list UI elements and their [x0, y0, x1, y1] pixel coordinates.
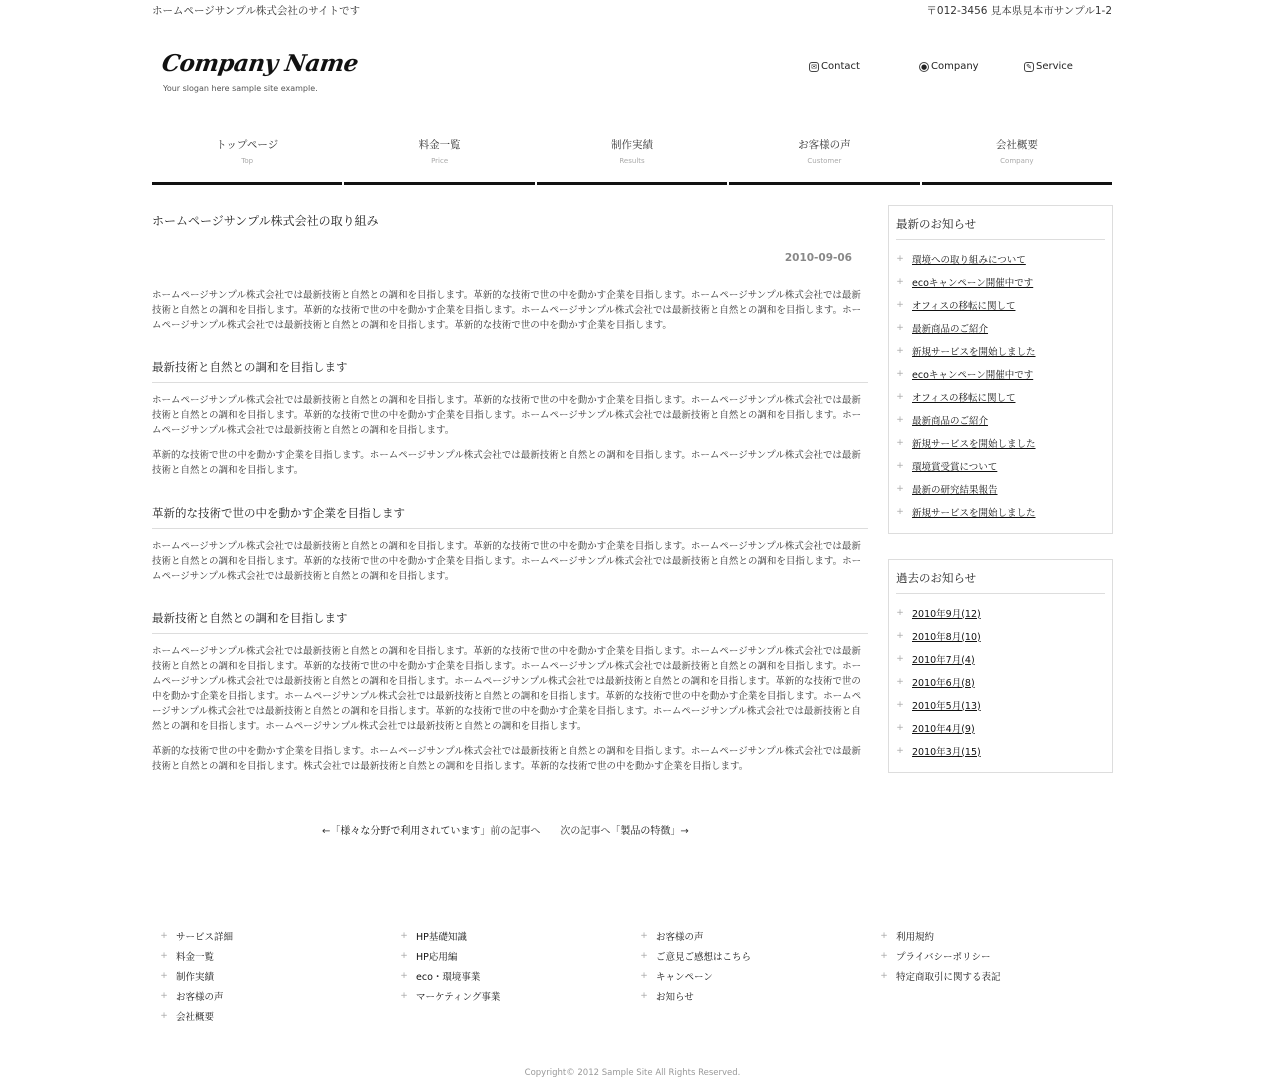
copyright: Copyright© 2012 Sample Site All Rights Reserved.	[524, 1068, 741, 1078]
list-item	[896, 454, 1105, 477]
plus-icon: +	[896, 414, 904, 425]
list-item	[160, 966, 390, 986]
news-link[interactable]: 新規サービスを開始しました	[912, 346, 1036, 358]
list-item	[896, 739, 1105, 762]
list-item	[880, 966, 1110, 986]
next-suffix: 」→	[670, 826, 689, 837]
plus-icon: +	[160, 991, 168, 1001]
list-item	[896, 670, 1105, 693]
list-item	[640, 986, 870, 1006]
news-link[interactable]: ecoキャンペーン開催中です	[912, 277, 1034, 289]
list-item	[896, 316, 1105, 339]
list-item	[896, 293, 1105, 316]
section-heading: 最新技術と自然との調和を目指します	[152, 359, 868, 383]
plus-icon: +	[160, 951, 168, 961]
plus-icon: +	[640, 931, 648, 941]
list-item	[896, 408, 1105, 431]
list-item	[896, 477, 1105, 500]
nav-customer-label: お客様の声	[798, 139, 851, 151]
plus-icon: +	[880, 971, 888, 981]
article	[152, 212, 868, 774]
prev-prefix: ←「	[322, 826, 341, 837]
next-article	[560, 822, 688, 837]
contact-link-label: Contact	[821, 61, 860, 72]
footer-link[interactable]: マーケティング事業	[416, 992, 501, 1003]
plus-icon: +	[896, 483, 904, 494]
section-paragraph: ホームページサンプル株式会社では最新技術と自然との調和を目指します。革新的な技術で世の中を動かす企業を目指します。ホームページサンプル株式会社では最新技術と自然との調和を目指します。革新的な技術で世の中を動かす企業を目指します。ホームページサンプル株式会社では最新技術と自然との調和を目指します。ホームページサンプル株式会社では最新技術と自然との調和を目指します。	[152, 395, 862, 436]
plus-icon: +	[400, 971, 408, 981]
archive-link[interactable]: 2010年5月(13)	[912, 700, 981, 712]
list-item	[160, 986, 390, 1006]
list-item	[400, 986, 630, 1006]
nav-company-label: 会社概要	[995, 139, 1038, 151]
list-item	[896, 716, 1105, 739]
prev-article-link[interactable]: 様々な分野で利用されています	[340, 826, 481, 837]
section-heading: 最新技術と自然との調和を目指します	[152, 610, 868, 634]
note-icon: ✎	[1024, 62, 1034, 72]
article-pager	[322, 822, 689, 837]
list-item	[896, 647, 1105, 670]
list-item	[896, 247, 1105, 270]
company-logo[interactable]: Company Name	[160, 50, 360, 77]
list-item	[896, 385, 1105, 408]
archive-link[interactable]: 2010年9月(12)	[912, 608, 981, 620]
news-link[interactable]: オフィスの移転に関して	[912, 300, 1016, 312]
news-link[interactable]: 最新商品のご紹介	[912, 323, 989, 335]
list-item	[896, 339, 1105, 362]
plus-icon: +	[896, 699, 904, 710]
news-link[interactable]: 新規サービスを開始しました	[912, 507, 1036, 519]
latest-news-title: 最新のお知らせ	[896, 214, 1105, 240]
plus-icon: +	[896, 345, 904, 356]
footer-column-2	[400, 926, 630, 1006]
address: 〒012-3456 見本県見本市サンプル1-2	[926, 5, 1112, 17]
news-link[interactable]: 最新の研究結果報告	[912, 484, 998, 496]
archive-title: 過去のお知らせ	[896, 568, 1105, 594]
archive-link[interactable]: 2010年7月(4)	[912, 654, 975, 666]
nav-customer[interactable]	[729, 134, 919, 185]
nav-price-label: 料金一覧	[418, 139, 461, 151]
plus-icon: +	[640, 951, 648, 961]
plus-icon: +	[896, 322, 904, 333]
footer-link[interactable]: 利用規約	[896, 932, 935, 943]
globe-icon: ●	[920, 62, 928, 71]
list-item	[896, 270, 1105, 293]
footer-link[interactable]: HP基礎知識	[416, 932, 467, 943]
nav-company[interactable]	[922, 134, 1112, 185]
mail-icon: ✉	[809, 62, 819, 72]
footer-link[interactable]: プライバシーポリシー	[896, 952, 991, 963]
list-item	[896, 431, 1105, 454]
article-title: ホームページサンプル株式会社の取り組み	[152, 214, 379, 228]
footer-link[interactable]: お客様の声	[176, 992, 224, 1003]
plus-icon: +	[896, 460, 904, 471]
nav-results-sublabel: Results	[619, 157, 645, 165]
plus-icon: +	[880, 931, 888, 941]
list-item	[896, 500, 1105, 523]
archive-list	[896, 601, 1105, 762]
footer-link[interactable]: お知らせ	[656, 992, 694, 1003]
footer-link[interactable]: 制作実績	[176, 972, 215, 983]
next-prefix: 次の記事へ「	[560, 826, 621, 837]
footer-link[interactable]: お客様の声	[656, 932, 704, 943]
plus-icon: +	[160, 971, 168, 981]
prev-suffix: 」前の記事へ	[480, 826, 541, 837]
list-item	[896, 624, 1105, 647]
list-item	[400, 926, 630, 946]
plus-icon: +	[896, 630, 904, 641]
plus-icon: +	[896, 506, 904, 517]
news-link[interactable]: ecoキャンペーン開催中です	[912, 369, 1034, 381]
latest-news-box	[888, 205, 1113, 534]
prev-article	[322, 822, 540, 837]
list-item	[160, 946, 390, 966]
plus-icon: +	[896, 368, 904, 379]
news-link[interactable]: 環境賞受賞について	[912, 461, 998, 473]
list-item	[160, 1006, 390, 1026]
plus-icon: +	[896, 607, 904, 618]
company-link[interactable]	[919, 61, 979, 72]
next-article-link[interactable]: 製品の特徴	[620, 826, 671, 837]
plus-icon: +	[400, 991, 408, 1001]
footer-column-1	[160, 926, 390, 1026]
nav-price[interactable]	[344, 134, 534, 185]
list-item	[160, 926, 390, 946]
list-item	[640, 926, 870, 946]
footer-link[interactable]: サービス詳細	[176, 932, 234, 943]
plus-icon: +	[896, 745, 904, 756]
plus-icon: +	[896, 676, 904, 687]
slogan: Your slogan here sample site example.	[163, 84, 318, 93]
plus-icon: +	[896, 722, 904, 733]
nav-results[interactable]	[537, 134, 727, 185]
footer-link[interactable]: 料金一覧	[176, 952, 215, 963]
latest-news-list	[896, 247, 1105, 523]
news-link[interactable]: オフィスの移転に関して	[912, 392, 1016, 404]
section-paragraph: ホームページサンプル株式会社では最新技術と自然との調和を目指します。革新的な技術で世の中を動かす企業を目指します。ホームページサンプル株式会社では最新技術と自然との調和を目指します。革新的な技術で世の中を動かす企業を目指します。ホームページサンプル株式会社では最新技術と自然との調和を目指します。ホームページサンプル株式会社では最新技術と自然との調和を目指します。ホームページサンプル株式会社では最新技術と自然との調和を目指します。革新的な技術で世の中を動かす企業を目指します。ホームページサンプル株式会社では最新技術と自然との調和を目指します。革新的な技術で世の中を動かす企業を目指します。ホームページサンプル株式会社では最新技術と自然との調和を目指します。革新的な技術で世の中を動かす企業を目指します。ホームページサンプル株式会社では最新技術と自然との調和を目指します。ホームページサンプル株式会社では最新技術と自然との調和を目指します。	[152, 646, 862, 732]
list-item	[880, 946, 1110, 966]
list-item	[400, 966, 630, 986]
plus-icon: +	[400, 951, 408, 961]
section-paragraph: 革新的な技術で世の中を動かす企業を目指します。ホームページサンプル株式会社では最新技術と自然との調和を目指します。ホームページサンプル株式会社では最新技術と自然との調和を目指します。	[152, 450, 861, 476]
nav-results-label: 制作実績	[611, 139, 654, 151]
plus-icon: +	[896, 299, 904, 310]
article-date: 2010-09-06	[784, 252, 852, 264]
section-heading: 革新的な技術で世の中を動かす企業を目指します	[152, 505, 868, 529]
news-link[interactable]: 環境への取り組みについて	[912, 254, 1026, 266]
plus-icon: +	[880, 951, 888, 961]
section-paragraph: 革新的な技術で世の中を動かす企業を目指します。ホームページサンプル株式会社では最新技術と自然との調和を目指します。ホームページサンプル株式会社では最新技術と自然との調和を目指します。株式会社では最新技術と自然との調和を目指します。革新的な技術で世の中を動かす企業を目指します。	[152, 746, 861, 772]
footer-column-3	[640, 926, 870, 1006]
archive-box	[888, 559, 1113, 773]
site-description: ホームページサンプル株式会社のサイトです	[152, 5, 361, 17]
list-item	[880, 926, 1110, 946]
archive-link[interactable]: 2010年6月(8)	[912, 677, 975, 689]
news-link[interactable]: 新規サービスを開始しました	[912, 438, 1036, 450]
list-item	[896, 693, 1105, 716]
nav-top-label: トップページ	[216, 139, 279, 151]
company-link-label: Company	[931, 61, 979, 72]
list-item	[400, 946, 630, 966]
footer-link[interactable]: キャンペーン	[656, 972, 713, 983]
plus-icon: +	[640, 991, 648, 1001]
list-item	[640, 946, 870, 966]
archive-link[interactable]: 2010年3月(15)	[912, 746, 981, 758]
article-intro: ホームページサンプル株式会社では最新技術と自然との調和を目指します。革新的な技術で世の中を動かす企業を目指します。ホームページサンプル株式会社では最新技術と自然との調和を目指します。革新的な技術で世の中を動かす企業を目指します。ホームページサンプル株式会社では最新技術と自然との調和を目指します。ホームページサンプル株式会社では最新技術と自然との調和を目指します。革新的な技術で世の中を動かす企業を目指します。	[152, 290, 862, 331]
list-item	[640, 966, 870, 986]
plus-icon: +	[896, 653, 904, 664]
news-link[interactable]: 最新商品のご紹介	[912, 415, 989, 427]
header-links	[809, 61, 1112, 75]
nav-customer-sublabel: Customer	[807, 157, 842, 165]
top-bar	[152, 3, 1112, 19]
section-paragraph: ホームページサンプル株式会社では最新技術と自然との調和を目指します。革新的な技術で世の中を動かす企業を目指します。ホームページサンプル株式会社では最新技術と自然との調和を目指します。革新的な技術で世の中を動かす企業を目指します。ホームページサンプル株式会社では最新技術と自然との調和を目指します。ホームページサンプル株式会社では最新技術と自然との調和を目指します。	[152, 541, 862, 582]
footer-link[interactable]: ご意見ご感想はこちら	[656, 952, 752, 963]
archive-link[interactable]: 2010年8月(10)	[912, 631, 981, 643]
footer-link[interactable]: 会社概要	[176, 1012, 215, 1023]
service-link[interactable]	[1024, 61, 1073, 72]
service-link-label: Service	[1036, 61, 1073, 72]
contact-link[interactable]	[809, 61, 860, 72]
footer-column-4	[880, 926, 1110, 986]
plus-icon: +	[160, 1011, 168, 1021]
nav-top-sublabel: Top	[241, 157, 254, 165]
nav-company-sublabel: Company	[1000, 157, 1034, 165]
nav-top[interactable]	[152, 134, 342, 185]
global-nav	[152, 134, 1112, 186]
plus-icon: +	[640, 971, 648, 981]
archive-link[interactable]: 2010年4月(9)	[912, 723, 975, 735]
list-item	[896, 362, 1105, 385]
plus-icon: +	[160, 931, 168, 941]
plus-icon: +	[400, 931, 408, 941]
plus-icon: +	[896, 253, 904, 264]
footer-link[interactable]: 特定商取引に関する表記	[896, 972, 1001, 983]
footer-link[interactable]: eco・環境事業	[416, 972, 481, 983]
plus-icon: +	[896, 391, 904, 402]
plus-icon: +	[896, 437, 904, 448]
plus-icon: +	[896, 276, 904, 287]
list-item	[896, 601, 1105, 624]
footer-link[interactable]: HP応用編	[416, 952, 458, 963]
nav-price-sublabel: Price	[431, 157, 449, 165]
